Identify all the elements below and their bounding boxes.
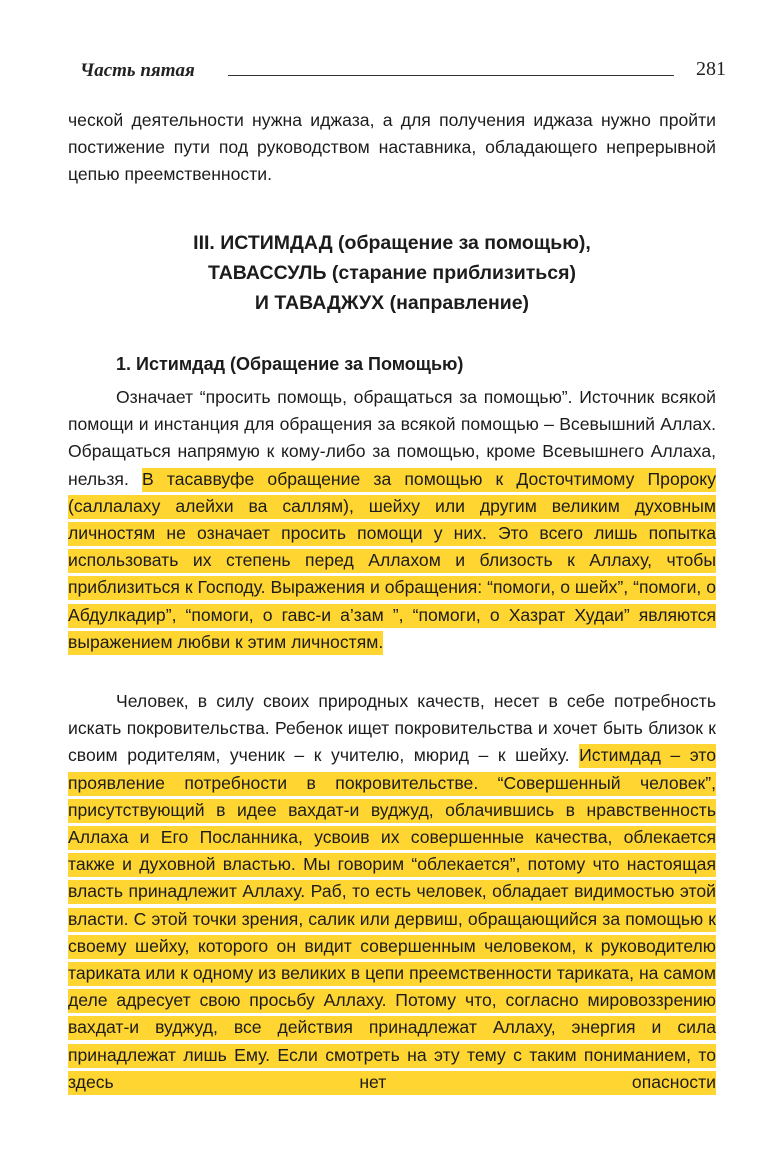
section-heading-line-2: ТАВАССУЛЬ (старание приблизиться) (208, 262, 576, 284)
page-header (80, 58, 726, 88)
section-name: Часть пятая (80, 60, 195, 81)
paragraph-2-highlighted-text: Истимдад – это проявление потребности в покровительстве. “Совершенный человек”, присутствующий в идее вахдат-и вуджуд, облачившись в нравственность Аллаха и Его Посланника, усвоив их совершенные качества, облекается также и духовной властью. Мы говорим “облекается”, потому что настоящая власть принадлежит Аллаху. Раб, то есть человек, обладает видимостью этой власти. С этой точки зрения, салик или дервиш, обращающийся за помощью к своему шейху, которого он видит совершенным человеком, к руководителю тариката или к одному из великих в цепи преемственности тариката, на самом деле адресует свою просьбу Аллаху. Потому что, согласно мировоззрению вахдат-и вуджуд, все действия принадлежат Аллаху, энергия и сила принадлежат лишь Ему. Если смотреть на эту тему с таким пониманием, то здесь нет опасности (68, 744, 716, 1094)
paragraph-1 (68, 384, 716, 656)
subsection-heading: 1. Истимдад (Обращение за Помощью) (116, 354, 464, 374)
intro-paragraph: ческой деятельности нужна иджаза, а для получения иджаза нужно пройти постижение пути под руководством наставника, обладающего непрерывной цепью преемственности. (68, 110, 716, 185)
section-heading (68, 228, 716, 318)
paragraph-1-plain-text: Означает “просить помощь, обращаться за помощью”. Источник всякой помощи и инстанция для обращения за всякой помощью – Всевышний Аллах. Обращаться напрямую к кому-либо за помощью, кроме Всевышнего Аллаха, нельзя. (68, 387, 716, 489)
paragraph-2 (68, 688, 716, 1096)
paragraph-2-plain-text: Человек, в силу своих природных качеств, несет в себе потребность искать покровительства. Ребенок ищет покровительства и хочет быть близок к своим родителям, ученик – к учителю, мюрид – к шейху. (68, 691, 716, 766)
page-number: 281 (696, 58, 726, 80)
section-heading-line-1: III. ИСТИМДАД (обращение за помощью), (193, 232, 591, 254)
header-rule (228, 75, 674, 76)
paragraph-1-highlighted-text: В тасаввуфе обращение за помощью к Досточтимому Пророку (саллалаху алейхи ва саллям), шейху или другим великим духовным личностям не означает просить помощи у них. Это всего лишь попытка использовать их степень перед Аллахом и близость к Аллаху, чтобы приблизиться к Господу. Выражения и обращения: “помоги, о шейх”, “помоги, о Абдулкадир”, “помоги, о гавс-и а’зам ”, “помоги, о Хазрат Худаи” являются выражением любви к этим личностям. (68, 468, 716, 655)
section-heading-line-3: И ТАВАДЖУХ (направление) (254, 292, 530, 314)
